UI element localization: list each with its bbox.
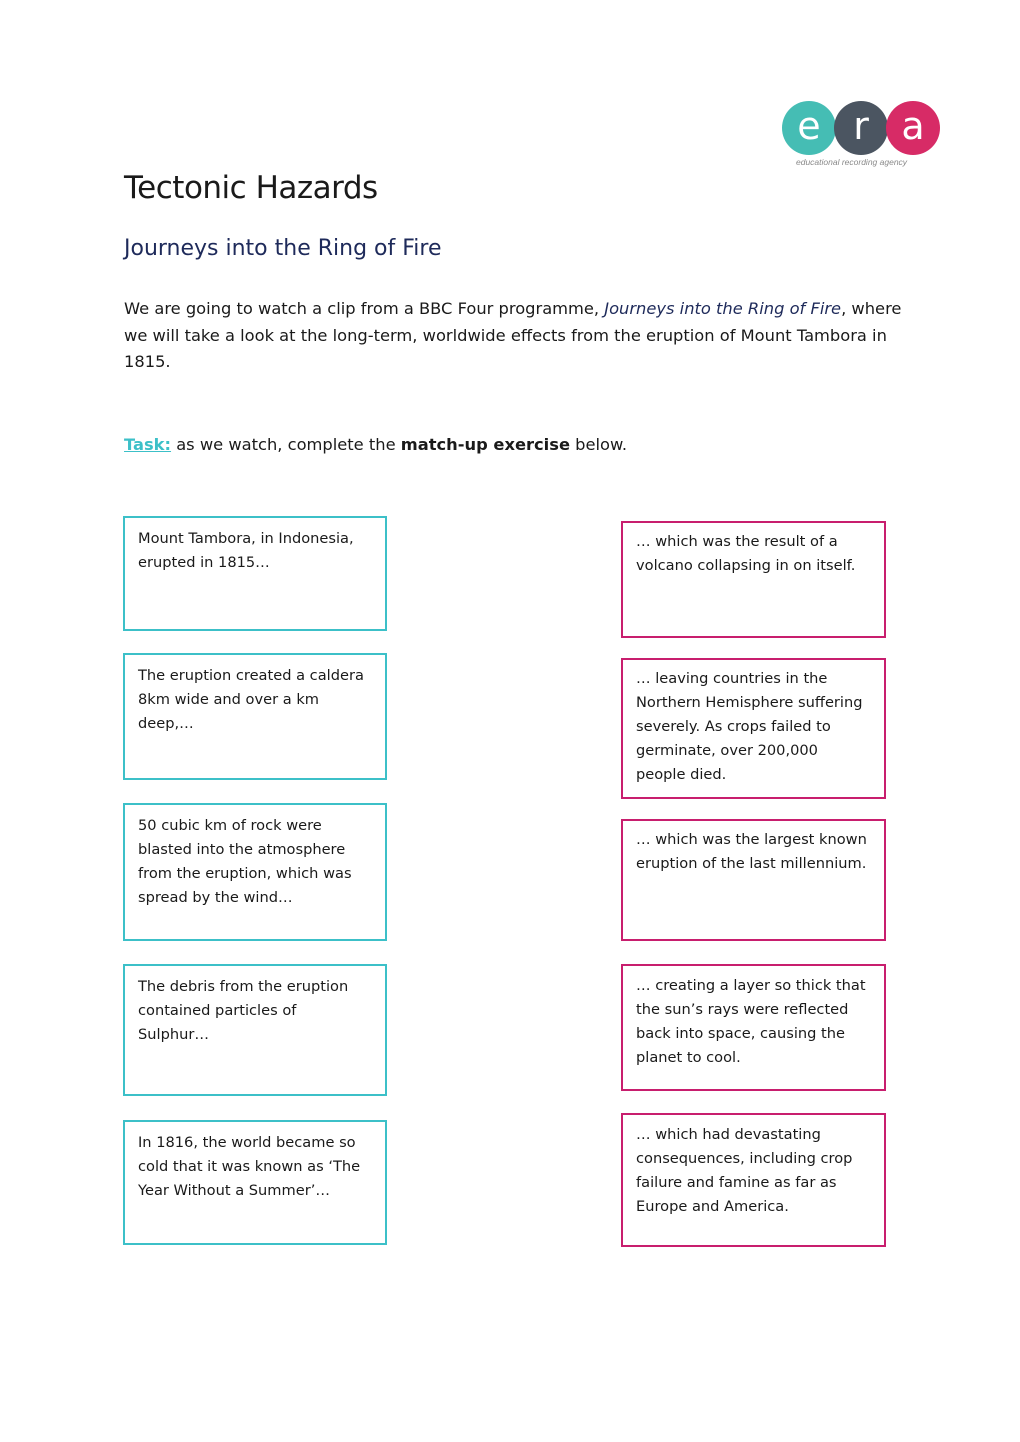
- intro-text-after: , where we will take a look at the long-term, worldwide effects from the eruption of Mount Tambora in 1815.: [124, 299, 902, 371]
- logo-letter-r: r: [834, 101, 888, 155]
- page-subtitle: Journeys into the Ring of Fire: [124, 236, 442, 261]
- logo-letter-a: a: [886, 101, 940, 155]
- logo-tagline: educational recording agency: [796, 157, 908, 167]
- task-label: Task:: [124, 435, 172, 454]
- page-title: Tectonic Hazards: [124, 170, 378, 206]
- match-card-left-3[interactable]: 50 cubic km of rock were blasted into the atmosphere from the eruption, which was spread by the wind…: [123, 803, 387, 941]
- era-logo: [782, 101, 942, 171]
- task-text-before: as we watch, complete the: [171, 435, 401, 454]
- programme-title: Journeys into the Ring of Fire: [604, 299, 842, 318]
- task-emphasis: match-up exercise: [400, 435, 570, 454]
- match-card-left-2[interactable]: The eruption created a caldera 8km wide and over a km deep,…: [123, 653, 387, 780]
- match-card-left-1[interactable]: Mount Tambora, in Indonesia, erupted in 1815…: [123, 516, 387, 631]
- logo-letter-e: e: [782, 101, 836, 155]
- intro-text-before: We are going to watch a clip from a BBC Four programme,: [124, 299, 605, 318]
- match-card-right-3[interactable]: … which was the largest known eruption of the last millennium.: [621, 819, 886, 941]
- task-text-after: below.: [570, 435, 628, 454]
- match-card-right-1[interactable]: … which was the result of a volcano collapsing in on itself.: [621, 521, 886, 638]
- task-instruction: [124, 432, 627, 458]
- match-card-right-5[interactable]: … which had devastating consequences, including crop failure and famine as far as Europe and America.: [621, 1113, 886, 1247]
- match-card-right-4[interactable]: … creating a layer so thick that the sun’s rays were reflected back into space, causing the planet to cool.: [621, 964, 886, 1091]
- intro-paragraph: [124, 296, 904, 376]
- match-card-left-5[interactable]: In 1816, the world became so cold that it was known as ‘The Year Without a Summer’…: [123, 1120, 387, 1245]
- match-card-right-2[interactable]: … leaving countries in the Northern Hemisphere suffering severely. As crops failed to germinate, over 200,000 people died.: [621, 658, 886, 799]
- match-card-left-4[interactable]: The debris from the eruption contained particles of Sulphur…: [123, 964, 387, 1096]
